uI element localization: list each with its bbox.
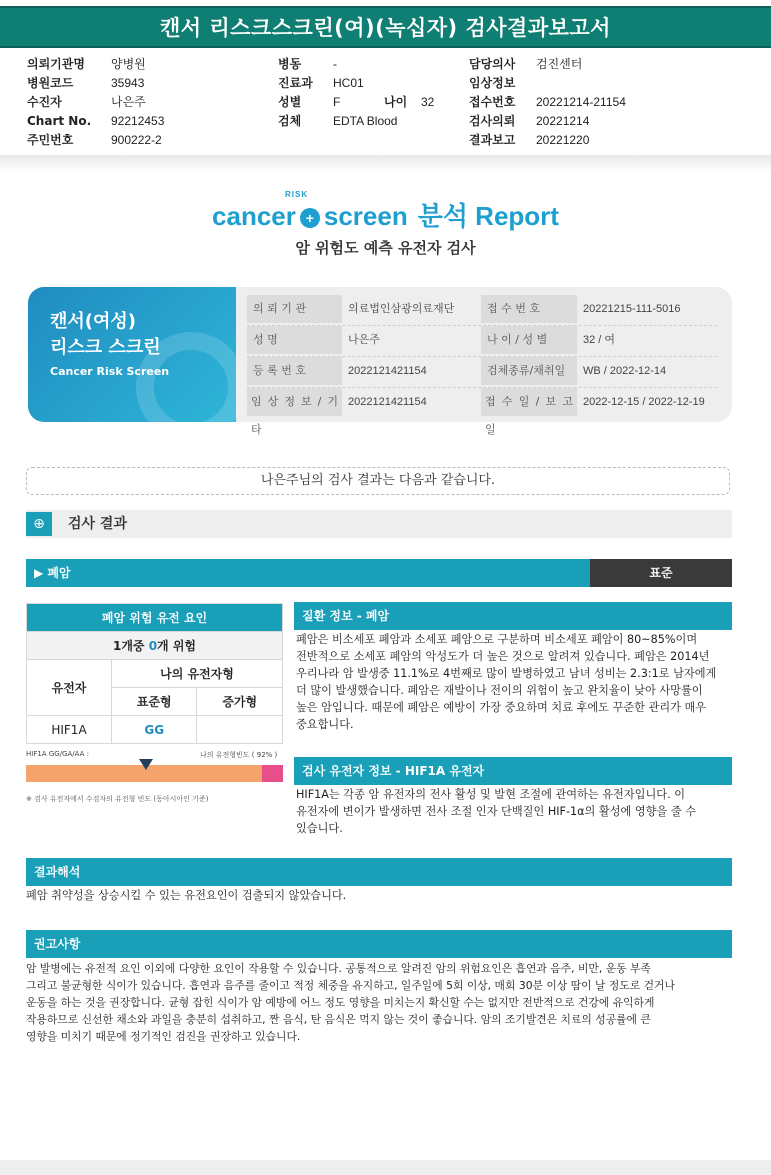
frequency-note: ※ 검사 유전자에서 수검자의 유전형 빈도 (동아시아인 기준): [26, 795, 209, 803]
value-result-report: 20221220: [536, 133, 590, 147]
card-title-line1: 캔서(여성): [50, 311, 137, 332]
card-row: [247, 388, 717, 436]
text-line: 있습니다.: [296, 822, 343, 835]
header-info-col1: [27, 55, 257, 150]
page-subtitle: 암 위험도 예측 유전자 검사: [295, 239, 476, 257]
gauge-marker-icon: [139, 759, 153, 770]
text-line: 작용하므로 신선한 채소와 과일을 충분히 섭취하고, 짠 음식, 탄 음식은 먹지 않는 것이 좋습니다. 암의 조기발견은 치료의 성공률에 큰: [26, 1013, 651, 1026]
card-key: 임 상 정 보 / 기 타: [247, 388, 342, 416]
status-badge: 표준: [590, 559, 732, 587]
label-sex: 성별: [278, 95, 302, 109]
text-line: 높은 암입니다. 때문에 폐암은 예방이 가장 중요하며 치료 후에도 꾸준한 관리가 매우: [296, 701, 707, 714]
text-line: 중요합니다.: [296, 718, 354, 731]
text-line: 우리나라 암 발생중 11.1%로 4번째로 많이 발병하였고 남녀 성비는 2.3:1로 남자에게: [296, 667, 717, 680]
value-age: 32: [421, 95, 435, 109]
gene-info-title: 검사 유전자 정보 - HIF1A 유전자: [294, 757, 732, 785]
plus-circle-icon: +: [300, 208, 320, 228]
value-test-request: 20221214: [536, 114, 590, 128]
label-test-request: 검사의뢰: [469, 114, 516, 128]
value-chart-no: 92212453: [111, 114, 165, 128]
table-row: [27, 716, 283, 744]
result-folder-icon: ⊕: [26, 512, 52, 536]
disease-info-title: 질환 정보 - 폐암: [294, 602, 732, 630]
card-title-line2: 리스크 스크린: [50, 337, 161, 358]
risk-table-header: 폐암 위험 유전 요인: [27, 604, 283, 632]
value-resident-no: 900222-2: [111, 133, 162, 147]
report-title: 캔서 리스크스크린(여)(녹십자) 검사결과보고서: [0, 6, 771, 48]
logo-risk-tag: RISK: [285, 190, 309, 199]
section-title: 검사 결과: [68, 516, 127, 532]
card-title: [50, 309, 161, 361]
text-line: 그리고 불균형한 식이가 있습니다. 흡연과 음주를 줄이고 적정 체중을 유지하고, 일주일에 5회 이상, 매회 30분 이상 땀이 날 정도로 걷거나: [26, 979, 675, 992]
text-line: 폐암은 비소세포 폐암과 소세포 폐암으로 구분하며 비소세포 폐암이 80~85%이며: [296, 633, 698, 646]
interpretation-text: 폐암 취약성을 상승시킬 수 있는 유전요인이 검출되지 않았습니다.: [26, 889, 347, 902]
text-line: 운동을 하는 것을 권장합니다. 균형 잡힌 식이가 암 예방에 어느 정도 영향을 미치는지 확신할 수는 없지만 전반적으로 건강에 유익하게: [26, 996, 655, 1009]
text-line: 유전자에 변이가 발생하면 전사 조절 인자 단백질인 HIF-1α의 활성에 영향을 줄 수: [296, 805, 697, 818]
text-line: 암 발병에는 유전적 요인 이외에 다양한 요인이 작용할 수 있습니다. 공통적으로 알려진 암의 위험요인은 흡연과 음주, 비만, 운동 부족: [26, 962, 651, 975]
card-value: WB / 2022-12-14: [583, 365, 667, 377]
header-info-col3: [469, 55, 669, 150]
label-specimen: 검체: [278, 114, 302, 128]
card-key: 성 명: [247, 326, 342, 354]
text-line: 전반적으로 소세포 폐암의 악성도가 더 높은 것으로 알려져 있습니다. 폐암은 2014년: [296, 650, 710, 663]
label-age: 나이: [384, 95, 408, 109]
cancer-screen-logo: [0, 190, 771, 233]
cancer-type-bar: [26, 559, 732, 587]
interpretation-title: 결과해석: [26, 858, 732, 886]
value-hospital: 양병원: [111, 57, 146, 71]
section-header: [26, 510, 732, 538]
my-genotype-header: 나의 유전자형: [112, 660, 283, 688]
value-receipt-no: 20221214-21154: [536, 95, 626, 109]
cancer-name: ▶ 폐암: [34, 566, 71, 580]
gauge-high-segment: [262, 765, 283, 782]
risk-summary-post: 개 위험: [157, 639, 197, 653]
card-row: [247, 295, 717, 326]
label-department: 진료과: [278, 76, 313, 90]
card-key: 접 수 번 호: [481, 295, 577, 323]
card-value: 나은주: [348, 334, 380, 346]
text-line: HIF1A는 각종 암 유전자의 전사 활성 및 발현 조절에 관여하는 유전자입니다. 이: [296, 788, 686, 801]
increased-header: 증가형: [197, 688, 283, 716]
gene-header: 유전자: [27, 660, 112, 716]
card-value: 2022121421154: [348, 396, 427, 408]
logo-screen: screen: [323, 201, 408, 231]
card-value: 2022-12-15 / 2022-12-19: [583, 396, 705, 408]
card-row: [247, 326, 717, 357]
recommendation-title: 권고사항: [26, 930, 732, 958]
card-value: 20221215-111-5016: [583, 303, 681, 315]
text-line: 영향을 미치기 때문에 정기적인 검진을 권장하고 있습니다.: [26, 1030, 301, 1043]
risk-summary-pre: 1개중: [112, 639, 149, 653]
value-doctor: 검진센터: [536, 57, 583, 71]
header-info-col2: [278, 55, 458, 131]
patient-info-card: [28, 287, 732, 436]
value-specimen: EDTA Blood: [333, 114, 398, 128]
risk-summary: [27, 632, 283, 660]
risk-factor-table: [26, 603, 283, 744]
logo-report: 분석 Report: [417, 201, 559, 231]
label-ward: 병동: [278, 57, 302, 71]
label-chart-no: Chart No.: [27, 114, 92, 128]
label-clinical-info: 임상정보: [469, 76, 516, 90]
divider-band: [0, 155, 771, 173]
risk-count: 0: [148, 639, 158, 653]
increased-genotype: [197, 716, 283, 744]
card-value: 의료법인삼광의료재단: [348, 303, 455, 315]
greeting-message: 나은주님의 검사 결과는 다음과 같습니다.: [26, 467, 730, 495]
gene-name: HIF1A: [27, 716, 112, 744]
frequency-gauge: [26, 765, 283, 782]
frequency-label-left: HIF1A GG/GA/AA :: [26, 750, 89, 758]
text-line: 더 많이 발생했습니다. 폐암은 재발이나 전이의 위험이 높고 완치율이 낮아 사망률이: [296, 684, 703, 697]
standard-genotype: GG: [112, 716, 197, 744]
label-hospital-code: 병원코드: [27, 76, 74, 90]
value-patient: 나은주: [111, 95, 146, 109]
card-title-en: Cancer Risk Screen: [50, 365, 170, 378]
standard-header: 표준형: [112, 688, 197, 716]
logo-cancer: cancer: [212, 201, 296, 231]
recommendation-text: [26, 960, 732, 1045]
label-resident-no: 주민번호: [27, 133, 74, 147]
value-hospital-code: 35943: [111, 76, 145, 90]
label-patient: 수진자: [27, 95, 62, 109]
card-key: 등 록 번 호: [247, 357, 342, 385]
frequency-label-right: 나의 유전형빈도 ( 92% ): [200, 751, 278, 759]
label-result-report: 결과보고: [469, 133, 516, 147]
footer-band: [0, 1160, 771, 1175]
card-value: 2022121421154: [348, 365, 427, 377]
card-info-grid: [247, 295, 717, 436]
value-sex: F: [333, 95, 341, 109]
card-title-panel: [28, 287, 236, 422]
label-receipt-no: 접수번호: [469, 95, 516, 109]
card-value: 32 / 여: [583, 334, 616, 346]
card-key: 의 뢰 기 관: [247, 295, 342, 323]
gene-info-text: [296, 786, 732, 837]
label-hospital: 의뢰기관명: [27, 57, 85, 71]
value-ward: -: [333, 57, 337, 71]
card-key: 나 이 / 성 별: [481, 326, 577, 354]
disease-info-text: [296, 631, 732, 733]
label-doctor: 담당의사: [469, 57, 516, 71]
card-key: 접 수 일 / 보 고 일: [481, 388, 577, 416]
card-key: 검체종류/채취일: [481, 357, 577, 385]
value-department: HC01: [333, 76, 364, 90]
card-row: [247, 357, 717, 388]
